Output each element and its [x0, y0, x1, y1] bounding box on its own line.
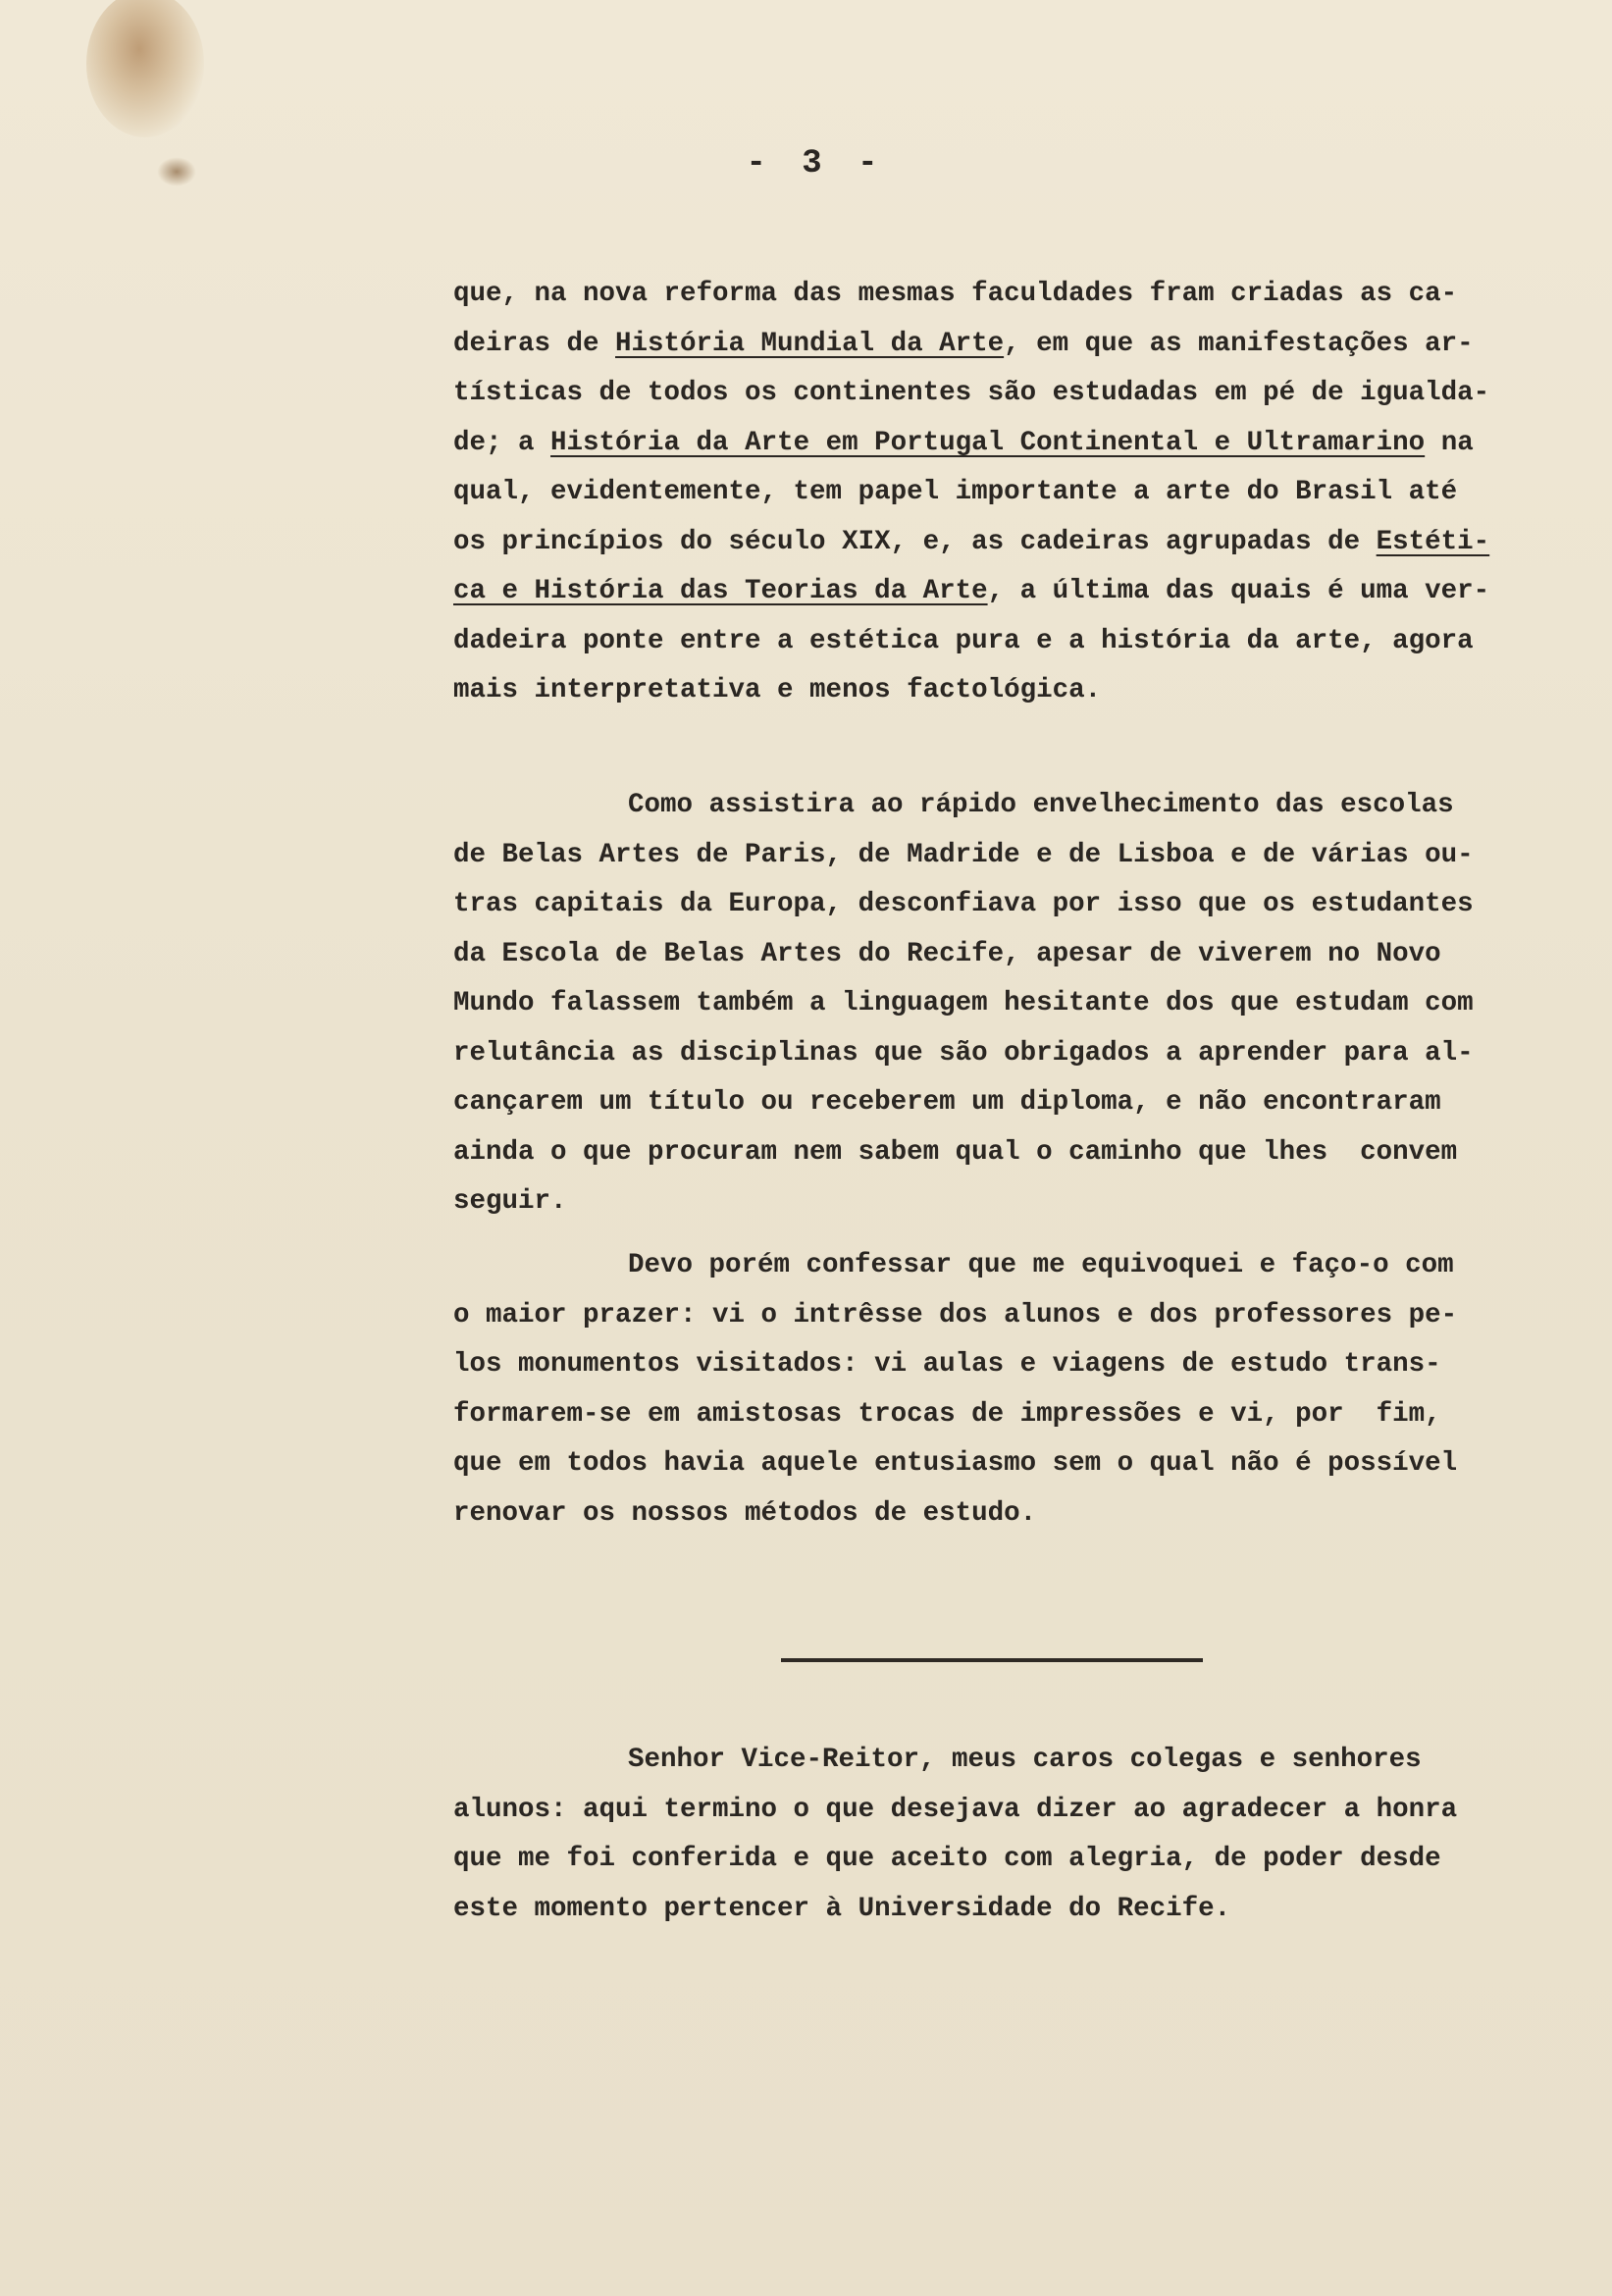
- text-segment: , a última das quais é uma ver-: [987, 576, 1490, 606]
- text-segment: de; a: [453, 427, 551, 458]
- text-line: o maior prazer: vi o intrêsse dos alunos e dos professores pe-: [453, 1299, 1458, 1331]
- text-line: que me foi conferida e que aceito com alegria, de poder desde: [453, 1844, 1441, 1874]
- section-divider: [781, 1658, 1203, 1662]
- text-line: dadeira ponte entre a estética pura e a história da arte, agora: [453, 625, 1474, 656]
- text-line: Mundo falassem também a linguagem hesitante dos que estudam com: [453, 988, 1474, 1018]
- text-line: tísticas de todos os continentes são estudadas em pé de igualda-: [453, 378, 1490, 408]
- text-line: cançarem um título ou receberem um diploma, e não encontraram: [453, 1087, 1441, 1118]
- text-line: [453, 518, 1552, 568]
- text-line: formarem-se em amistosas trocas de impressões e vi, por fim,: [453, 1398, 1441, 1430]
- underlined-title: História Mundial da Arte: [615, 328, 1005, 359]
- page-number: - 3 -: [746, 145, 886, 183]
- text-line: de Belas Artes de Paris, de Madride e de Lisboa e de várias ou-: [453, 839, 1474, 870]
- text-line: [453, 567, 1552, 617]
- text-line: qual, evidentemente, tem papel importante a arte do Brasil até: [453, 477, 1458, 507]
- text-line: los monumentos visitados: vi aulas e viagens de estudo trans-: [453, 1349, 1441, 1380]
- text-line: da Escola de Belas Artes do Recife, apesar de viverem no Novo: [453, 938, 1441, 969]
- text-line: seguir.: [453, 1186, 567, 1217]
- text-line: [453, 419, 1552, 469]
- text-line: mais interpretativa e menos factológica.: [453, 675, 1102, 705]
- text-line: relutância as disciplinas que são obrigados a aprender para al-: [453, 1037, 1474, 1069]
- text-line: tras capitais da Europa, desconfiava por isso que os estudantes: [453, 889, 1474, 919]
- paragraph-2: [453, 781, 1552, 1227]
- text-line: [453, 320, 1552, 370]
- underlined-title: Estéti-: [1376, 526, 1490, 557]
- paragraph-1: [453, 270, 1552, 716]
- paragraph-3: [453, 1241, 1552, 1539]
- text-line: renovar os nossos métodos de estudo.: [453, 1497, 1037, 1529]
- text-line: Senhor Vice-Reitor, meus caros colegas e senhores: [628, 1745, 1422, 1775]
- text-line: este momento pertencer à Universidade do Recife.: [453, 1893, 1231, 1924]
- text-segment: os princípios do século XIX, e, as cadeiras agrupadas de: [453, 526, 1377, 557]
- paper-stain: [86, 0, 204, 137]
- text-line: que, na nova reforma das mesmas faculdades fram criadas as ca-: [453, 279, 1458, 309]
- text-line: Como assistira ao rápido envelhecimento das escolas: [628, 790, 1454, 820]
- underlined-title: ca e História das Teorias da Arte: [453, 576, 988, 606]
- text-line: Devo porém confessar que me equivoquei e faço-o com: [628, 1250, 1454, 1280]
- text-segment: na: [1425, 427, 1474, 458]
- text-line: que em todos havia aquele entusiasmo sem o qual não é possível: [453, 1448, 1458, 1479]
- text-segment: deiras de: [453, 328, 616, 359]
- text-line: alunos: aqui termino o que desejava dizer ao agradecer a honra: [453, 1794, 1458, 1825]
- paragraph-4: [453, 1736, 1552, 1934]
- text-segment: , em que as manifestações ar-: [1004, 328, 1474, 359]
- underlined-title: História da Arte em Portugal Continental e Ultramarino: [550, 427, 1426, 458]
- text-line: ainda o que procuram nem sabem qual o caminho que lhes convem: [453, 1136, 1458, 1168]
